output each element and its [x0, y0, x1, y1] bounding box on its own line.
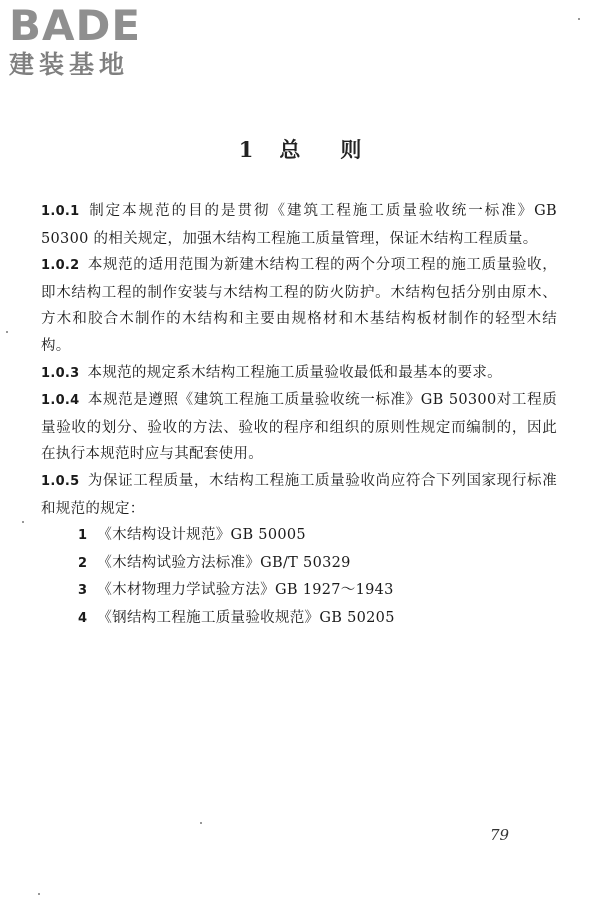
list-item [41, 577, 557, 605]
scan-speck [22, 521, 24, 523]
logo-wordmark: BADE [9, 1, 142, 50]
clause [41, 387, 557, 468]
clause-number: 1.0.1 [41, 204, 80, 219]
clause [41, 198, 557, 252]
clause-text: 本规范的规定系木结构工程施工质量验收最低和最基本的要求。 [87, 364, 502, 381]
clause-number: 1.0.3 [41, 365, 80, 381]
list-item-text: 《木结构试验方法标准》GB/T 50329 [97, 554, 351, 571]
clause [41, 252, 557, 359]
list-item-number: 2 [78, 555, 88, 571]
page-number: 79 [490, 826, 510, 844]
clause-text: 为保证工程质量，木结构工程施工质量验收尚应符合下列国家现行标准和规范的规定： [41, 472, 557, 517]
clause [41, 468, 557, 522]
chapter-title-word-2: 则 [340, 137, 362, 162]
logo-subtitle: 建装基地 [9, 50, 130, 79]
clause-text: 本规范是遵照《建筑工程施工质量验收统一标准》GB 50300对工程质量验收的划分、验收的方法、验收的程序和组织的原则性规定而编制的，因此在执行本规范时应与其配套使用。 [41, 392, 557, 463]
clause-text: 制定本规范的目的是贯彻《建筑工程施工质量验收统一标准》GB 50300 的相关规定，加强木结构工程施工质量管理，保证木结构工程质量。 [41, 203, 557, 247]
clause-text: 本规范的适用范围为新建木结构工程的两个分项工程的施工质量验收，即木结构工程的制作安装与木结构工程的防火防护。木结构包括分别由原木、方木和胶合木制作的木结构和主要由规格材和木基结构板材制作的轻型木结构。 [41, 257, 557, 354]
list-item [41, 522, 557, 550]
chapter-body [41, 198, 557, 633]
list-item-text: 《木结构设计规范》GB 50005 [97, 527, 306, 544]
scan-speck [578, 18, 580, 20]
scan-speck [6, 331, 8, 333]
clause-number: 1.0.4 [41, 393, 80, 409]
clause [41, 360, 557, 388]
list-item [41, 550, 557, 578]
list-item-text: 《木材物理力学试验方法》GB 1927～1943 [97, 582, 394, 599]
logo [9, 1, 142, 80]
scan-speck [38, 893, 40, 895]
chapter-title [0, 134, 600, 164]
list-item-text: 《钢结构工程施工质量验收规范》GB 50205 [97, 609, 395, 626]
list-item-number: 1 [78, 528, 88, 544]
clause-number: 1.0.5 [41, 473, 80, 489]
list-item-number: 3 [78, 583, 88, 599]
chapter-number: 1 [238, 137, 254, 162]
list-item-number: 4 [78, 610, 88, 626]
scan-speck [200, 822, 202, 824]
list-item [41, 605, 557, 633]
chapter-title-word-1: 总 [279, 137, 301, 162]
clause-number: 1.0.2 [41, 258, 80, 274]
